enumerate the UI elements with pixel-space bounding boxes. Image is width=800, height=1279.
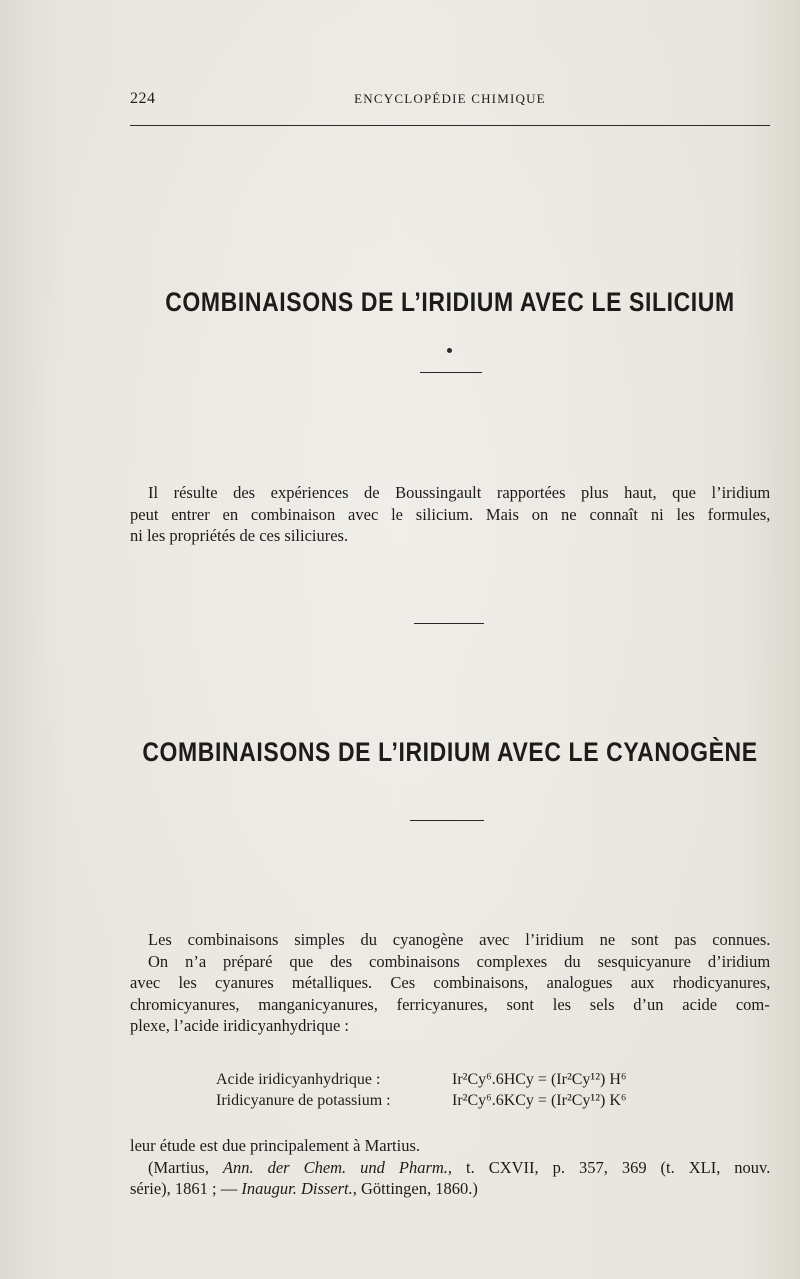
running-title: ENCYCLOPÉDIE CHIMIQUE [354,91,546,106]
text-line: Les combinaisons simples du cyanogène avec l’iridium ne sont pas connues. [148,930,771,949]
reference-text: , t. CXVII, p. 357, 369 (t. XLI, nouv. [447,1157,771,1177]
section-title-cyanogene: COMBINAISONS DE L’IRIDIUM AVEC LE CYANOGÈNE [142,736,758,767]
formula-value: Ir²Cy⁶.6HCy = (Ir²Cy¹²) H⁶ [452,1071,627,1088]
reference-line [130,1178,770,1200]
title-underline [410,820,484,821]
formula-name: Acide iridicyanhydrique : [216,1071,381,1088]
formula-block [216,1069,626,1111]
reference-line [130,1157,770,1179]
text-line: On n’a préparé que des combinaisons complexes du sesquicyanure d’iridium [148,951,771,971]
text-line: peut entrer en combinaison avec le silicium. Mais on ne connaît ni les formules, [130,504,771,524]
text-line: Il résulte des expériences de Boussingault rapportées plus haut, que l’iridium [148,483,771,502]
text-line: plexe, l’acide iridicyanhydrique : [130,1016,349,1035]
ornament-dot [447,348,452,353]
text-line: avec les cyanures métalliques. Ces combinaisons, analogues aux rhodicyanures, [130,973,771,992]
formula-row [216,1069,626,1090]
title-underline [420,372,482,373]
silicium-paragraph [130,482,770,547]
page-number: 224 [130,90,156,107]
text-line: chromicyanures, manganicyanures, ferricyanures, sont les sels d’un acide com- [130,994,770,1014]
formula-row [216,1090,626,1111]
journal-title: Ann. der Chem. und Pharm. [222,1157,448,1177]
header-rule [130,125,770,126]
formula-name: Iridicyanure de potassium : [216,1092,391,1109]
reference-text: (Martius, [148,1157,223,1177]
reference-paragraph [130,1135,770,1200]
reference-text: , Göttingen, 1860.) [352,1179,478,1198]
section-divider [414,623,484,624]
closing-line: leur étude est due principalement à Martius. [130,1136,421,1155]
reference-text: série), 1861 ; — [130,1179,242,1198]
text-line: ni les propriétés de ces siliciures. [130,526,349,545]
cyanogene-paragraph [130,929,770,1037]
dissertation-title: Inaugur. Dissert. [241,1179,353,1198]
formula-value: Ir²Cy⁶.6KCy = (Ir²Cy¹²) K⁶ [452,1092,627,1109]
page-header [130,90,770,114]
section-title-silicium: COMBINAISONS DE L’IRIDIUM AVEC LE SILICIUM [165,286,735,317]
